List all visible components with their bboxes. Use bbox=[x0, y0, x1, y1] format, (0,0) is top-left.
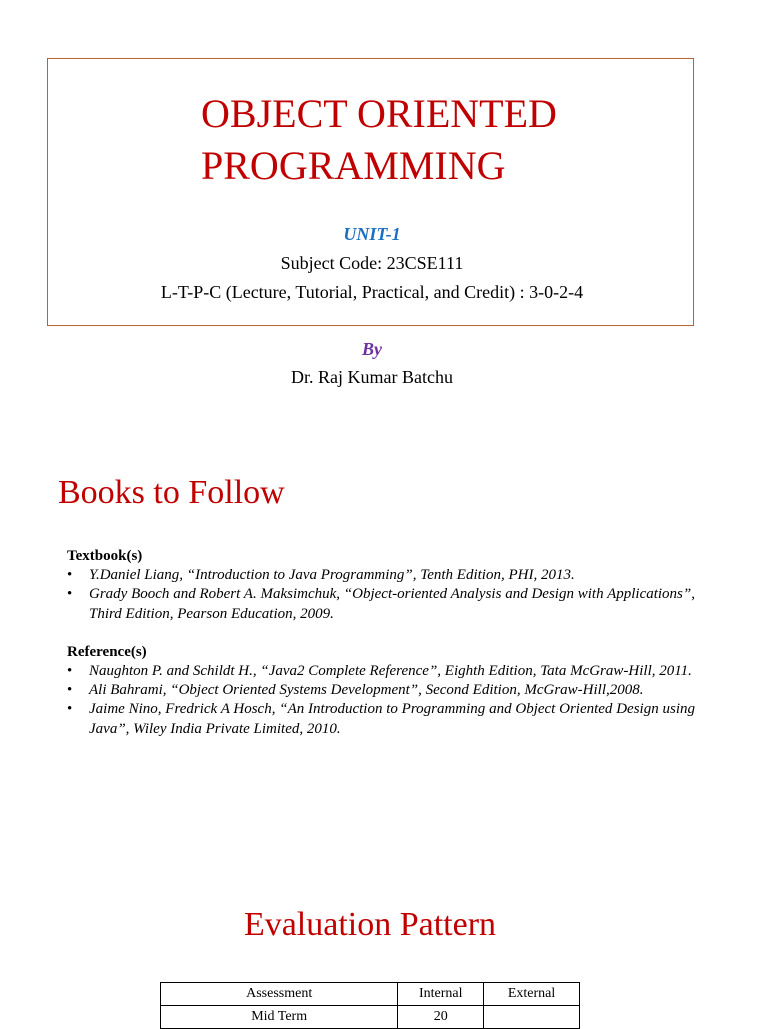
references-label: Reference(s) bbox=[67, 643, 147, 660]
bullet-icon: • bbox=[67, 682, 73, 699]
textbooks-list bbox=[67, 566, 695, 624]
author-name: Dr. Raj Kumar Batchu bbox=[291, 367, 453, 387]
book-citation: Ali Bahrami, “Object Oriented Systems Development”, Second Edition, McGraw-Hill,2008. bbox=[89, 682, 644, 699]
bullet-icon: • bbox=[67, 567, 73, 584]
book-citation: Naughton P. and Schildt H., “Java2 Complete Reference”, Eighth Edition, Tata McGraw-Hill, 2011. bbox=[89, 663, 692, 680]
ltpc-info: L-T-P-C (Lecture, Tutorial, Practical, and Credit) : 3-0-2-4 bbox=[160, 282, 584, 302]
unit-label: UNIT-1 bbox=[343, 224, 401, 244]
by-label: By bbox=[362, 339, 382, 359]
references-list bbox=[67, 662, 695, 739]
book-citation: Grady Booch and Robert A. Maksimchuk, “Object-oriented Analysis and Design with Applications”, Third Edition, Pearson Education, 2009. bbox=[89, 586, 695, 622]
table-cell: 20 bbox=[398, 1006, 484, 1029]
bullet-icon: • bbox=[67, 663, 73, 680]
evaluation-heading: Evaluation Pattern bbox=[243, 906, 497, 943]
book-citation: Y.Daniel Liang, “Introduction to Java Programming”, Tenth Edition, PHI, 2013. bbox=[89, 567, 575, 584]
evaluation-table bbox=[160, 982, 580, 1029]
subject-code: Subject Code: 23CSE111 bbox=[280, 253, 464, 273]
column-header: External bbox=[484, 983, 580, 1006]
table-header-row bbox=[161, 983, 580, 1006]
table-cell: Mid Term bbox=[161, 1006, 398, 1029]
list-item bbox=[67, 566, 695, 585]
books-section bbox=[67, 547, 695, 739]
column-header: Assessment bbox=[161, 983, 398, 1006]
list-item bbox=[67, 585, 695, 623]
bullet-icon: • bbox=[67, 701, 73, 718]
course-title bbox=[201, 88, 681, 192]
list-item bbox=[67, 681, 695, 700]
textbooks-label: Textbook(s) bbox=[67, 548, 143, 564]
book-citation: Jaime Nino, Fredrick A Hosch, “An Introduction to Programming and Object Oriented Design using Java”, Wiley India Private Limited, 2010. bbox=[89, 701, 695, 737]
bullet-icon: • bbox=[67, 586, 73, 603]
list-item bbox=[67, 700, 695, 738]
books-heading: Books to Follow bbox=[58, 474, 285, 511]
table-row bbox=[161, 1006, 580, 1029]
column-header: Internal bbox=[398, 983, 484, 1006]
course-title-line2: PROGRAMMING bbox=[201, 143, 506, 188]
list-item bbox=[67, 662, 695, 681]
table-cell bbox=[484, 1006, 580, 1029]
course-title-line1: OBJECT ORIENTED bbox=[201, 91, 557, 136]
